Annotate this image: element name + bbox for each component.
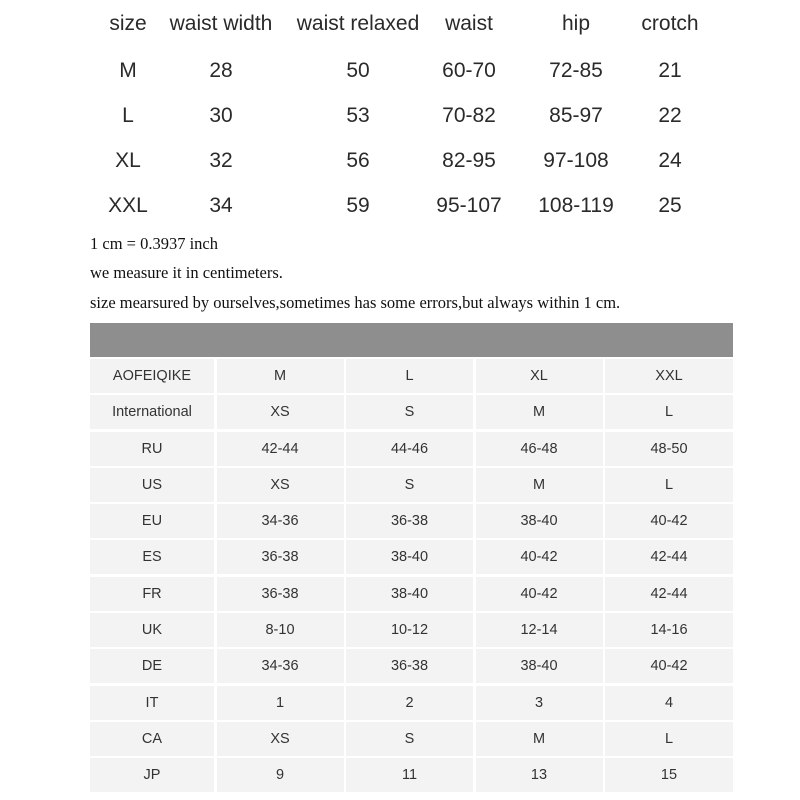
table-row [90, 468, 733, 502]
crotch-cell: 25 [658, 193, 682, 217]
size-value-cell: M [476, 395, 603, 429]
size-value-cell: 2 [346, 686, 473, 720]
size-value-cell: 15 [605, 758, 733, 792]
table-row [90, 504, 733, 538]
table-row [90, 577, 733, 611]
size-value-cell: S [346, 395, 473, 429]
table-row [90, 722, 733, 756]
table-row [0, 48, 800, 93]
waist-width-cell: 30 [209, 103, 233, 127]
table-row [0, 138, 800, 183]
size-conversion-table [90, 359, 733, 795]
size-value-cell: L [605, 722, 733, 756]
size-value-cell: 42-44 [217, 432, 344, 466]
table-row [90, 432, 733, 466]
region-label-cell: AOFEIQIKE [90, 359, 214, 393]
header-waist-relaxed: waist relaxed [296, 12, 420, 35]
header-waist: waist [445, 12, 493, 35]
size-value-cell: M [476, 722, 603, 756]
size-value-cell: 44-46 [346, 432, 473, 466]
table-row [90, 649, 733, 683]
waist-relaxed-cell: 50 [346, 58, 370, 82]
size-value-cell: 8-10 [217, 613, 344, 647]
size-value-cell: 1 [217, 686, 344, 720]
table-row [90, 613, 733, 647]
size-value-cell: 46-48 [476, 432, 603, 466]
size-cell: XL [115, 148, 141, 172]
unit-note: we measure it in centimeters. [90, 263, 283, 282]
table-row [90, 540, 733, 574]
size-value-cell: XS [217, 468, 344, 502]
crotch-cell: 22 [658, 103, 682, 127]
size-value-cell: 10-12 [346, 613, 473, 647]
disclaimer-note: size mearsured by ourselves,sometimes has some errors,but always within 1 cm. [90, 293, 621, 312]
table-row [0, 93, 800, 138]
size-value-cell: 36-38 [346, 649, 473, 683]
size-value-cell: 34-36 [217, 649, 344, 683]
size-value-cell: XS [217, 395, 344, 429]
waist-relaxed-cell: 53 [346, 103, 370, 127]
size-value-cell: 42-44 [605, 577, 733, 611]
size-value-cell: 40-42 [605, 649, 733, 683]
region-label-cell: International [90, 395, 214, 429]
size-value-cell: M [476, 468, 603, 502]
size-value-cell: 11 [346, 758, 473, 792]
size-value-cell: 13 [476, 758, 603, 792]
size-value-cell: M [217, 359, 344, 393]
region-label-cell: EU [90, 504, 214, 538]
region-label-cell: IT [90, 686, 214, 720]
waist-width-cell: 28 [209, 58, 233, 82]
size-value-cell: 40-42 [605, 504, 733, 538]
table-row [90, 359, 733, 393]
size-value-cell: 38-40 [476, 649, 603, 683]
size-value-cell: 9 [217, 758, 344, 792]
table-row [90, 395, 733, 429]
size-value-cell: 12-14 [476, 613, 603, 647]
size-cell: M [119, 58, 137, 82]
size-value-cell: 38-40 [476, 504, 603, 538]
size-value-cell: L [605, 468, 733, 502]
hip-cell: 72-85 [549, 58, 603, 82]
size-value-cell: 3 [476, 686, 603, 720]
hip-cell: 97-108 [543, 148, 609, 172]
hip-cell: 85-97 [549, 103, 603, 127]
region-label-cell: ES [90, 540, 214, 574]
waist-relaxed-cell: 59 [346, 193, 370, 217]
conversion-table-header-bar [90, 323, 733, 357]
waist-cell: 60-70 [442, 58, 496, 82]
table-row [90, 758, 733, 792]
size-value-cell: 36-38 [346, 504, 473, 538]
waist-cell: 70-82 [442, 103, 496, 127]
size-value-cell: S [346, 722, 473, 756]
size-cell: L [122, 103, 134, 127]
size-value-cell: 38-40 [346, 540, 473, 574]
region-label-cell: CA [90, 722, 214, 756]
size-value-cell: 48-50 [605, 432, 733, 466]
header-hip: hip [561, 12, 591, 35]
size-value-cell: L [605, 395, 733, 429]
region-label-cell: FR [90, 577, 214, 611]
header-crotch: crotch [641, 12, 699, 35]
size-value-cell: XL [476, 359, 603, 393]
measurement-table-header [0, 0, 800, 48]
waist-cell: 95-107 [436, 193, 502, 217]
waist-width-cell: 32 [209, 148, 233, 172]
size-value-cell: 36-38 [217, 540, 344, 574]
size-value-cell: 4 [605, 686, 733, 720]
size-value-cell: 40-42 [476, 540, 603, 574]
region-label-cell: US [90, 468, 214, 502]
size-value-cell: XS [217, 722, 344, 756]
hip-cell: 108-119 [538, 193, 614, 217]
size-value-cell: S [346, 468, 473, 502]
region-label-cell: UK [90, 613, 214, 647]
size-value-cell: 40-42 [476, 577, 603, 611]
region-label-cell: DE [90, 649, 214, 683]
header-waist-width: waist width [169, 12, 273, 35]
waist-width-cell: 34 [209, 193, 233, 217]
size-value-cell: 14-16 [605, 613, 733, 647]
table-row [90, 686, 733, 720]
region-label-cell: JP [90, 758, 214, 792]
size-value-cell: 38-40 [346, 577, 473, 611]
unit-conversion-note: 1 cm = 0.3937 inch [90, 234, 218, 253]
crotch-cell: 24 [658, 148, 682, 172]
size-value-cell: 34-36 [217, 504, 344, 538]
region-label-cell: RU [90, 432, 214, 466]
size-value-cell: 42-44 [605, 540, 733, 574]
table-row [0, 183, 800, 228]
header-size: size [109, 12, 147, 35]
size-value-cell: 36-38 [217, 577, 344, 611]
crotch-cell: 21 [658, 58, 682, 82]
measurement-table [0, 0, 800, 228]
size-value-cell: XXL [605, 359, 733, 393]
waist-relaxed-cell: 56 [346, 148, 370, 172]
size-cell: XXL [108, 193, 148, 217]
size-value-cell: L [346, 359, 473, 393]
waist-cell: 82-95 [442, 148, 496, 172]
